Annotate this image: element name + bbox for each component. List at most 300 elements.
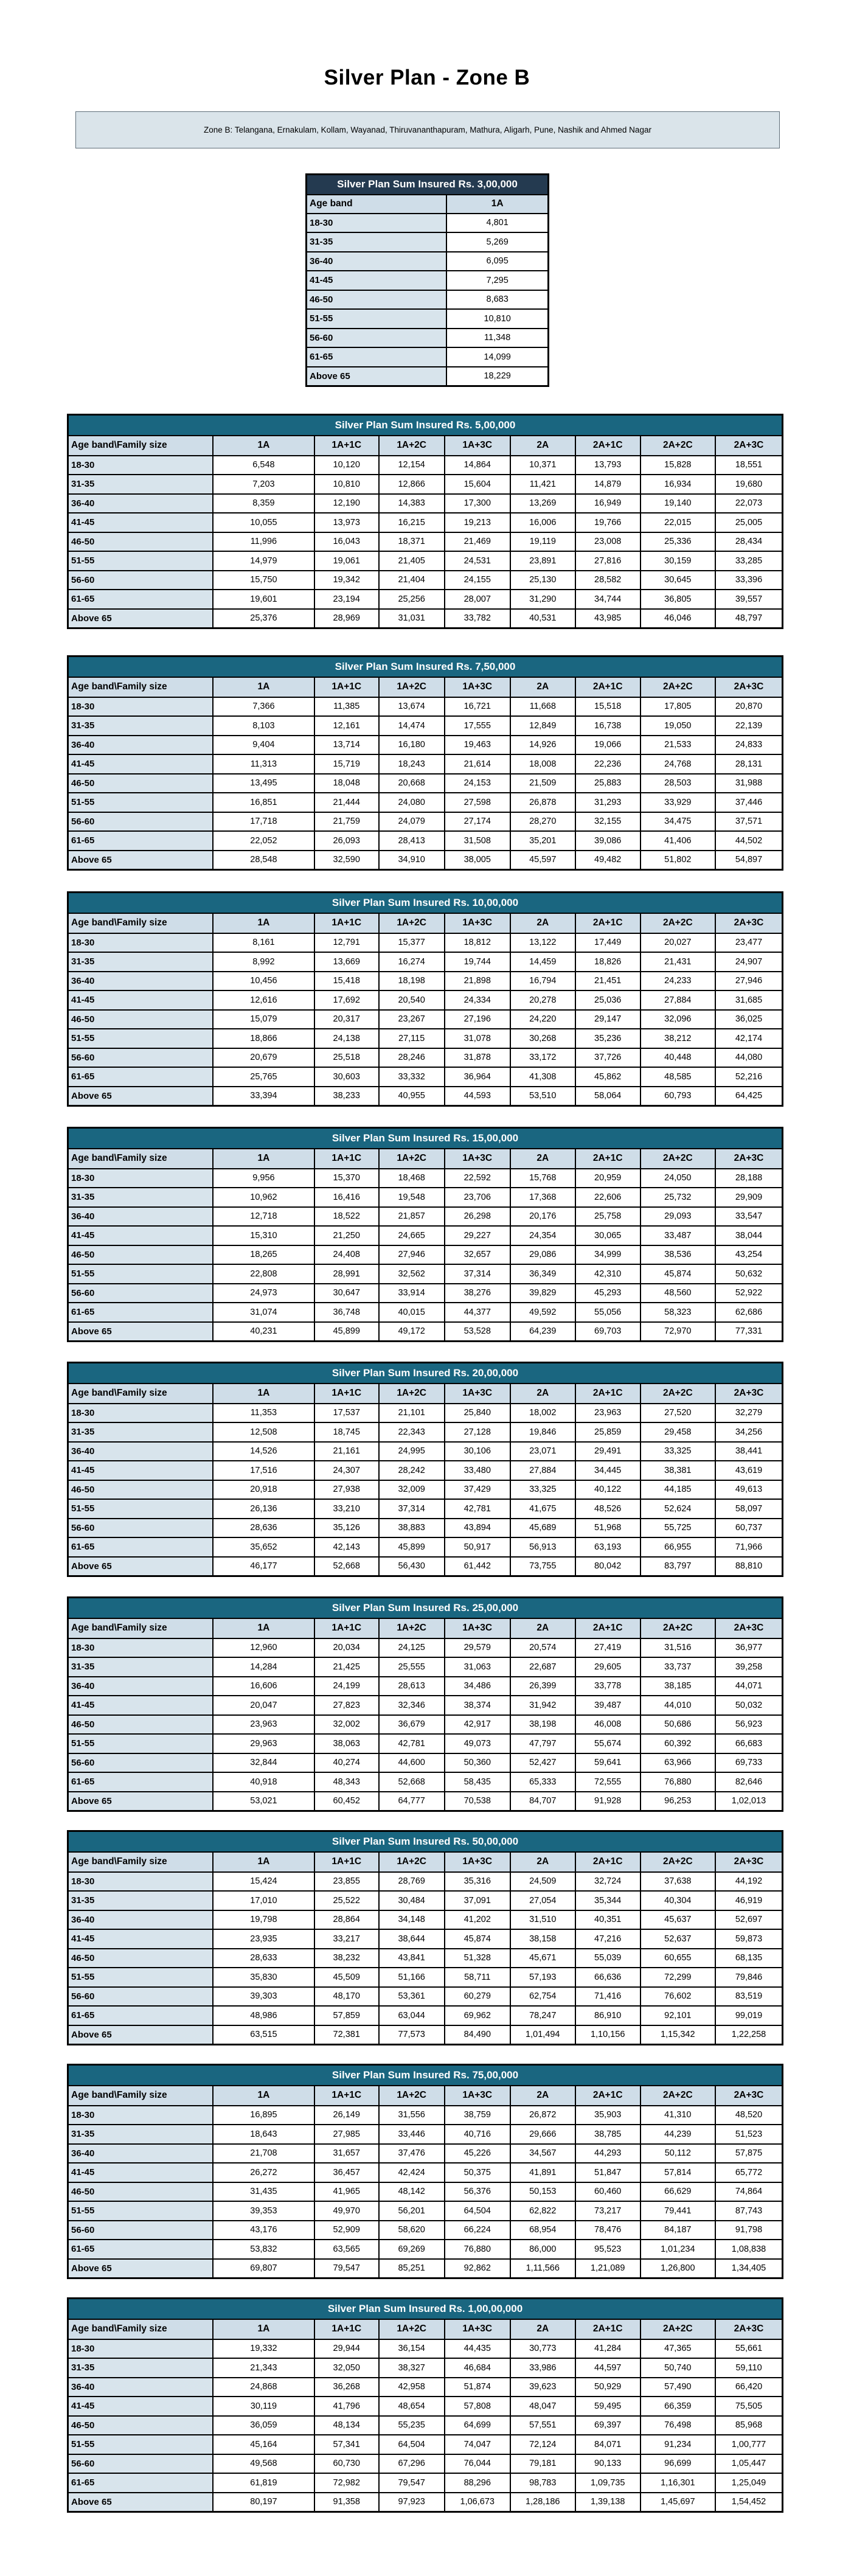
premium-value: 32,009 [379, 1480, 445, 1500]
family-size-column-header: 2A+2C [640, 2319, 715, 2339]
table-row [68, 1067, 783, 1087]
premium-value: 80,042 [575, 1557, 640, 1576]
premium-value: 31,942 [510, 1696, 575, 1715]
premium-value: 28,548 [213, 851, 314, 870]
family-size-column-header: 1A+1C [314, 1149, 379, 1169]
age-band-label: Above 65 [68, 2259, 214, 2278]
premium-value: 9,404 [213, 736, 314, 755]
age-band-label: 41-45 [68, 2397, 214, 2416]
premium-value: 24,973 [213, 1284, 314, 1303]
age-band-column-header: Age band\Family size [68, 1384, 214, 1404]
premium-value: 38,198 [510, 1715, 575, 1735]
family-size-column-header: 1A [213, 1149, 314, 1169]
premium-value: 31,510 [510, 1910, 575, 1930]
premium-value: 46,008 [575, 1715, 640, 1735]
premium-value: 72,970 [640, 1322, 715, 1342]
family-size-column-header: 1A+2C [379, 677, 445, 697]
age-band-label: 31-35 [68, 475, 214, 494]
premium-value: 18,812 [445, 933, 510, 953]
premium-value: 83,797 [640, 1557, 715, 1576]
premium-value: 33,778 [575, 1677, 640, 1696]
premium-value: 44,597 [575, 2358, 640, 2378]
premium-value: 44,192 [715, 1872, 782, 1892]
family-size-column-header: 2A+1C [575, 677, 640, 697]
table-row [68, 1029, 783, 1048]
age-band-label: 46-50 [68, 1480, 214, 1500]
family-size-column-header: 2A [510, 1618, 575, 1638]
table-row [68, 513, 783, 532]
premium-value: 33,446 [379, 2125, 445, 2144]
premium-value: 49,172 [379, 1322, 445, 1342]
age-band-label: 61-65 [68, 2473, 214, 2493]
premium-value: 73,755 [510, 1557, 575, 1576]
premium-value: 58,711 [445, 1968, 510, 1987]
premium-value: 52,668 [314, 1557, 379, 1576]
table-row [68, 1422, 783, 1442]
age-band-label: 46-50 [68, 2182, 214, 2202]
family-size-column-header: 1A+3C [445, 1618, 510, 1638]
premium-value: 32,844 [213, 1753, 314, 1773]
table-row [68, 716, 783, 736]
premium-value: 60,392 [640, 1734, 715, 1753]
premium-value: 30,645 [640, 571, 715, 590]
premium-value: 91,234 [640, 2435, 715, 2454]
family-size-column-header: 1A+3C [445, 1852, 510, 1872]
family-size-column-header: 2A+3C [715, 2319, 782, 2339]
table-row [68, 1169, 783, 1188]
premium-value: 55,674 [575, 1734, 640, 1753]
premium-value: 16,606 [213, 1677, 314, 1696]
zone-description-text: Zone B: Telangana, Ernakulam, Kollam, Wayanad, Thiruvananthapuram, Mathura, Aligarh, Pune, Nashik and Ahmed Nagar [204, 125, 651, 134]
table-row [68, 2106, 783, 2125]
premium-value: 16,416 [314, 1188, 379, 1207]
table-row [68, 1461, 783, 1480]
premium-value: 21,898 [445, 972, 510, 991]
family-size-column-header: 1A+3C [445, 2086, 510, 2106]
premium-value: 6,548 [213, 456, 314, 475]
table-row [68, 1872, 783, 1892]
premium-value: 24,138 [314, 1029, 379, 1048]
premium-value: 21,708 [213, 2144, 314, 2163]
premium-value: 13,669 [314, 952, 379, 972]
premium-value: 46,177 [213, 1557, 314, 1576]
family-size-column-header: 2A+3C [715, 436, 782, 456]
premium-value: 36,805 [640, 590, 715, 609]
premium-value: 17,300 [445, 494, 510, 513]
premium-value: 68,135 [715, 1949, 782, 1968]
table-row [68, 1772, 783, 1792]
premium-value: 20,679 [213, 1048, 314, 1068]
premium-value: 78,476 [575, 2221, 640, 2240]
premium-value: 30,773 [510, 2339, 575, 2359]
premium-table [67, 2064, 783, 2279]
table-row [68, 2493, 783, 2512]
family-size-column-header: 2A+3C [715, 913, 782, 933]
premium-value: 33,394 [213, 1087, 314, 1106]
premium-value: 69,962 [445, 2006, 510, 2025]
age-band-label: 56-60 [68, 812, 214, 832]
premium-value: 24,833 [715, 736, 782, 755]
age-band-label: 18-30 [68, 2339, 214, 2359]
premium-value: 16,738 [575, 716, 640, 736]
age-band-label: Above 65 [68, 1087, 214, 1106]
age-band-label: 46-50 [68, 774, 214, 793]
premium-value: 44,239 [640, 2125, 715, 2144]
premium-value: 30,119 [213, 2397, 314, 2416]
premium-value: 86,000 [510, 2240, 575, 2259]
premium-value: 14,459 [510, 952, 575, 972]
premium-value: 48,170 [314, 1987, 379, 2007]
premium-value: 10,810 [446, 309, 548, 329]
premium-value: 15,768 [510, 1169, 575, 1188]
family-size-column-header: 2A [510, 913, 575, 933]
family-size-column-header: 2A [510, 1149, 575, 1169]
premium-value: 45,164 [213, 2435, 314, 2454]
premium-value: 49,568 [213, 2454, 314, 2474]
premium-value: 17,805 [640, 697, 715, 717]
premium-value: 22,808 [213, 1264, 314, 1284]
family-size-column-header: 1A+1C [314, 1618, 379, 1638]
table-row [68, 1657, 783, 1677]
premium-value: 41,310 [640, 2106, 715, 2125]
premium-value: 52,216 [715, 1067, 782, 1087]
age-band-label: 41-45 [68, 1929, 214, 1949]
family-size-column-header: 1A+2C [379, 436, 445, 456]
premium-value: 33,986 [510, 2358, 575, 2378]
premium-value: 57,814 [640, 2163, 715, 2182]
family-size-column-header: 1A [213, 1852, 314, 1872]
premium-value: 26,136 [213, 1499, 314, 1519]
table-row [68, 1715, 783, 1735]
premium-value: 20,047 [213, 1696, 314, 1715]
premium-value: 33,285 [715, 551, 782, 571]
premium-value: 21,759 [314, 812, 379, 832]
premium-value: 1,22,258 [715, 2025, 782, 2045]
premium-value: 63,044 [379, 2006, 445, 2025]
table-row [68, 609, 783, 628]
age-band-label: Above 65 [68, 1322, 214, 1342]
premium-value: 31,988 [715, 774, 782, 793]
premium-value: 40,918 [213, 1772, 314, 1792]
premium-table-25l [67, 1596, 783, 1812]
premium-value: 22,606 [575, 1188, 640, 1207]
premium-value: 76,498 [640, 2416, 715, 2435]
age-band-label: 46-50 [68, 2416, 214, 2435]
premium-value: 41,891 [510, 2163, 575, 2182]
premium-value: 15,370 [314, 1169, 379, 1188]
premium-value: 65,772 [715, 2163, 782, 2182]
premium-value: 1,28,186 [510, 2493, 575, 2512]
family-size-column-header: 2A+2C [640, 1852, 715, 1872]
premium-value: 19,846 [510, 1422, 575, 1442]
premium-value: 22,343 [379, 1422, 445, 1442]
premium-value: 40,015 [379, 1303, 445, 1322]
premium-value: 47,797 [510, 1734, 575, 1753]
premium-value: 56,923 [715, 1715, 782, 1735]
family-size-column-header: 2A [510, 2086, 575, 2106]
premium-value: 8,161 [213, 933, 314, 953]
premium-value: 15,418 [314, 972, 379, 991]
premium-value: 25,859 [575, 1422, 640, 1442]
premium-value: 50,112 [640, 2144, 715, 2163]
premium-table-20l [67, 1362, 783, 1577]
premium-value: 44,600 [379, 1753, 445, 1773]
premium-value: 82,646 [715, 1772, 782, 1792]
premium-value: 66,629 [640, 2182, 715, 2202]
premium-value: 58,064 [575, 1087, 640, 1106]
premium-value: 21,509 [510, 774, 575, 793]
premium-value: 41,965 [314, 2182, 379, 2202]
premium-value: 28,864 [314, 1910, 379, 1930]
premium-value: 33,547 [715, 1207, 782, 1227]
premium-value: 88,810 [715, 1557, 782, 1576]
premium-value: 16,949 [575, 494, 640, 513]
table-row [68, 1245, 783, 1265]
premium-value: 31,078 [445, 1029, 510, 1048]
table-row [68, 697, 783, 717]
premium-value: 45,597 [510, 851, 575, 870]
premium-value: 50,032 [715, 1696, 782, 1715]
premium-value: 18,243 [379, 754, 445, 774]
premium-value: 38,232 [314, 1949, 379, 1968]
premium-value: 27,196 [445, 1010, 510, 1029]
age-band-label: Above 65 [68, 2025, 214, 2045]
premium-value: 38,785 [575, 2125, 640, 2144]
premium-value: 14,474 [379, 716, 445, 736]
premium-value: 13,714 [314, 736, 379, 755]
premium-value: 40,122 [575, 1480, 640, 1500]
premium-value: 22,015 [640, 513, 715, 532]
premium-value: 34,256 [715, 1422, 782, 1442]
premium-value: 45,293 [575, 1284, 640, 1303]
premium-value: 18,522 [314, 1207, 379, 1227]
premium-value: 40,231 [213, 1322, 314, 1342]
premium-value: 19,744 [445, 952, 510, 972]
family-size-column-header: 1A+2C [379, 2319, 445, 2339]
premium-value: 53,021 [213, 1792, 314, 1811]
age-band-label: 46-50 [307, 290, 447, 310]
premium-value: 59,495 [575, 2397, 640, 2416]
premium-value: 32,050 [314, 2358, 379, 2378]
table-title-bar: Silver Plan Sum Insured Rs. 7,50,000 [68, 656, 783, 677]
premium-value: 23,963 [575, 1404, 640, 1423]
table-row [68, 1207, 783, 1227]
premium-value: 26,298 [445, 1207, 510, 1227]
family-size-column-header: 2A+3C [715, 1149, 782, 1169]
premium-value: 39,303 [213, 1987, 314, 2007]
premium-value: 14,926 [510, 736, 575, 755]
table-row [68, 571, 783, 590]
premium-table [305, 173, 549, 387]
premium-value: 24,153 [445, 774, 510, 793]
table-row [68, 2416, 783, 2435]
premium-value: 46,684 [445, 2358, 510, 2378]
premium-value: 57,808 [445, 2397, 510, 2416]
premium-value: 97,923 [379, 2493, 445, 2512]
age-band-label: 46-50 [68, 1010, 214, 1029]
premium-value: 60,737 [715, 1519, 782, 1538]
premium-value: 7,295 [446, 271, 548, 290]
premium-value: 11,996 [213, 532, 314, 552]
premium-value: 11,353 [213, 1404, 314, 1423]
premium-value: 15,377 [379, 933, 445, 953]
age-band-label: 31-35 [68, 716, 214, 736]
premium-value: 25,376 [213, 609, 314, 628]
table-row [68, 1638, 783, 1658]
family-size-column-header: 2A+1C [575, 436, 640, 456]
age-band-label: 51-55 [307, 309, 447, 329]
premium-value: 26,878 [510, 793, 575, 812]
premium-value: 98,783 [510, 2473, 575, 2493]
premium-value: 14,979 [213, 551, 314, 571]
family-size-column-header: 2A+1C [575, 1852, 640, 1872]
premium-value: 40,448 [640, 1048, 715, 1068]
premium-value: 25,518 [314, 1048, 379, 1068]
premium-value: 37,726 [575, 1048, 640, 1068]
premium-value: 33,325 [510, 1480, 575, 1500]
premium-value: 27,816 [575, 551, 640, 571]
premium-value: 30,484 [379, 1891, 445, 1910]
premium-value: 35,652 [213, 1537, 314, 1557]
premium-table-50l [67, 1830, 783, 2045]
family-size-column-header: 2A [510, 1852, 575, 1872]
premium-value: 20,278 [510, 990, 575, 1010]
family-size-column-header: 1A+1C [314, 1852, 379, 1872]
premium-value: 18,866 [213, 1029, 314, 1048]
premium-value: 55,056 [575, 1303, 640, 1322]
premium-value: 41,675 [510, 1499, 575, 1519]
premium-value: 19,061 [314, 551, 379, 571]
table-row [68, 1910, 783, 1930]
premium-value: 31,556 [379, 2106, 445, 2125]
table-row [68, 2339, 783, 2359]
premium-value: 19,066 [575, 736, 640, 755]
premium-value: 23,963 [213, 1715, 314, 1735]
premium-value: 19,342 [314, 571, 379, 590]
premium-value: 24,868 [213, 2378, 314, 2397]
premium-value: 17,449 [575, 933, 640, 953]
age-band-label: 41-45 [68, 2163, 214, 2182]
table-row [68, 831, 783, 851]
table-row [68, 456, 783, 475]
premium-value: 60,452 [314, 1792, 379, 1811]
premium-value: 42,424 [379, 2163, 445, 2182]
premium-value: 44,010 [640, 1696, 715, 1715]
premium-value: 23,706 [445, 1188, 510, 1207]
premium-value: 24,220 [510, 1010, 575, 1029]
age-band-label: 18-30 [68, 456, 214, 475]
premium-value: 18,468 [379, 1169, 445, 1188]
table-row [307, 290, 549, 310]
family-size-column-header: 2A+3C [715, 1618, 782, 1638]
premium-value: 35,344 [575, 1891, 640, 1910]
premium-value: 11,348 [446, 329, 548, 348]
premium-value: 8,359 [213, 494, 314, 513]
premium-value: 35,126 [314, 1519, 379, 1538]
premium-value: 56,376 [445, 2182, 510, 2202]
premium-value: 8,683 [446, 290, 548, 310]
age-band-label: 46-50 [68, 1949, 214, 1968]
premium-value: 45,899 [314, 1322, 379, 1342]
table-row [68, 1519, 783, 1538]
premium-value: 24,665 [379, 1226, 445, 1245]
premium-value: 36,154 [379, 2339, 445, 2359]
premium-value: 24,079 [379, 812, 445, 832]
age-band-label: Above 65 [307, 367, 447, 386]
premium-value: 23,935 [213, 1929, 314, 1949]
premium-value: 21,101 [379, 1404, 445, 1423]
premium-value: 18,551 [715, 456, 782, 475]
premium-value: 76,602 [640, 1987, 715, 2007]
premium-value: 48,986 [213, 2006, 314, 2025]
premium-value: 38,044 [715, 1226, 782, 1245]
table-row [68, 1987, 783, 2007]
table-title-bar: Silver Plan Sum Insured Rs. 3,00,000 [307, 175, 549, 195]
premium-value: 30,603 [314, 1067, 379, 1087]
premium-value: 33,737 [640, 1657, 715, 1677]
premium-value: 21,343 [213, 2358, 314, 2378]
premium-value: 24,408 [314, 1245, 379, 1265]
premium-value: 19,332 [213, 2339, 314, 2359]
premium-value: 52,427 [510, 1753, 575, 1773]
premium-value: 84,071 [575, 2435, 640, 2454]
premium-value: 28,969 [314, 609, 379, 628]
premium-value: 39,086 [575, 831, 640, 851]
family-size-column-header: 2A+1C [575, 2086, 640, 2106]
premium-value: 36,977 [715, 1638, 782, 1658]
premium-value: 26,399 [510, 1677, 575, 1696]
age-band-label: 56-60 [307, 329, 447, 348]
table-row [68, 933, 783, 953]
premium-value: 27,054 [510, 1891, 575, 1910]
premium-value: 48,797 [715, 609, 782, 628]
premium-value: 50,740 [640, 2358, 715, 2378]
premium-value: 22,592 [445, 1169, 510, 1188]
premium-value: 17,692 [314, 990, 379, 1010]
premium-value: 88,296 [445, 2473, 510, 2493]
premium-value: 28,503 [640, 774, 715, 793]
age-band-label: 61-65 [68, 2006, 214, 2025]
premium-value: 27,128 [445, 1422, 510, 1442]
premium-value: 16,721 [445, 697, 510, 717]
premium-value: 53,832 [213, 2240, 314, 2259]
table-row [68, 1303, 783, 1322]
premium-table [67, 1830, 783, 2045]
family-size-column-header: 1A+3C [445, 677, 510, 697]
premium-value: 10,120 [314, 456, 379, 475]
premium-value: 74,047 [445, 2435, 510, 2454]
table-row [68, 1696, 783, 1715]
premium-value: 55,235 [379, 2416, 445, 2435]
premium-value: 44,593 [445, 1087, 510, 1106]
premium-value: 1,02,013 [715, 1792, 782, 1811]
family-size-column-header: 1A [213, 1618, 314, 1638]
premium-value: 42,958 [379, 2378, 445, 2397]
age-band-label: 36-40 [307, 252, 447, 271]
premium-value: 64,777 [379, 1792, 445, 1811]
premium-value: 43,841 [379, 1949, 445, 1968]
premium-value: 96,253 [640, 1792, 715, 1811]
premium-value: 23,194 [314, 590, 379, 609]
premium-value: 30,647 [314, 1284, 379, 1303]
premium-value: 45,671 [510, 1949, 575, 1968]
premium-value: 24,199 [314, 1677, 379, 1696]
age-band-label: 18-30 [68, 1404, 214, 1423]
premium-value: 58,097 [715, 1499, 782, 1519]
premium-value: 60,793 [640, 1087, 715, 1106]
premium-value: 39,557 [715, 590, 782, 609]
premium-value: 23,477 [715, 933, 782, 953]
